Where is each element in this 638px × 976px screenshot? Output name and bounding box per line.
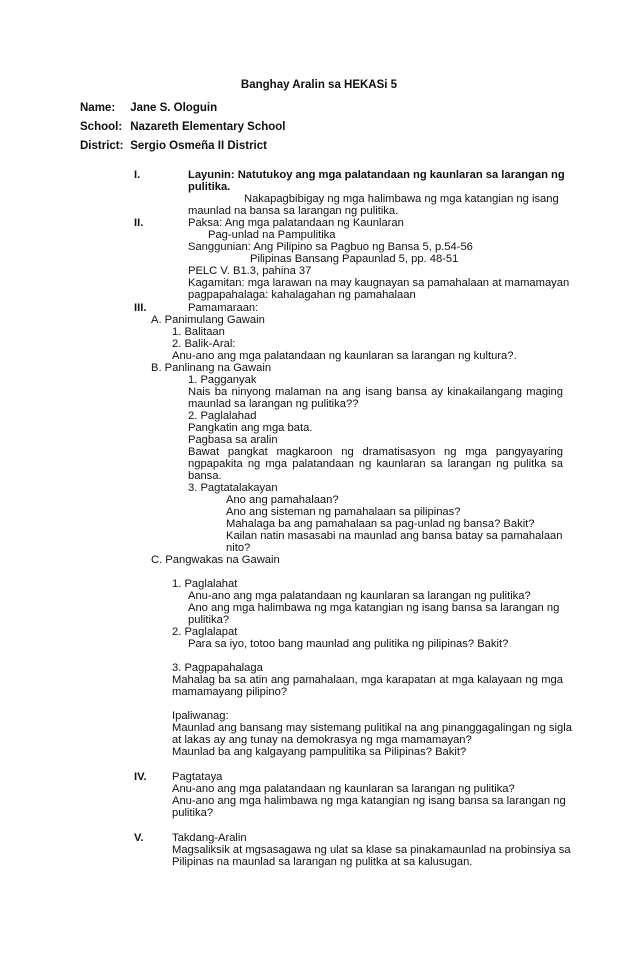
section-IV-numeral: IV. [134,771,147,783]
section-I-line: maunlad na bansa sa larangan ng pulitika. [188,205,399,217]
list-item: Ano ang mga halimbawa ng mga katangian ng isang bansa sa larangan ng [188,602,560,614]
section-V-line: Takdang-Aralin [172,832,247,844]
list-item: maunlad sa larangan ng pulitika?? [188,398,359,410]
section-I-numeral: I. [134,169,141,181]
section-II-line: pagpapahalaga: kahalagahan ng pamahalaan [188,289,416,301]
list-item: Pangkatin ang mga bata. [188,422,313,434]
section-II-line: Kagamitan: mga larawan na may kaugnayan sa pamahalaan at mamamayan [188,277,570,289]
list-item: 1. Paglalahat [172,578,238,590]
list-item: Para sa iyo, totoo bang maunlad ang pulitika ng pilipinas? Bakit? [188,638,509,650]
list-item: 2. Paglalahad [188,410,257,422]
school-value: Nazareth Elementary School [130,121,286,133]
document-title: Banghay Aralin sa HEKASi 5 [240,79,398,91]
list-item: Ano ang pamahalaan? [226,494,339,506]
school-row [80,121,286,133]
section-II-line: Paksa: Ang mga palatandaan ng Kaunlaran [188,217,404,229]
school-label: School: [80,121,123,133]
district-row [80,140,267,152]
subsection-B-label: B. Panlinang na Gawain [151,362,272,374]
section-II-numeral: II. [134,217,144,229]
subsection-C-label: C. Pangwakas na Gawain [151,554,280,566]
list-item: Anu-ano ang mga palatandaan ng kaunlaran sa larangan ng kultura?. [172,350,517,362]
list-item: 2. Paglalapat [172,626,238,638]
section-III-heading: Pamamaraan: [188,302,259,314]
list-item: pulitika? [188,614,230,626]
section-I-line: Layunin: Natutukoy ang mga palatandaan ng kaunlaran sa larangan ng [188,169,565,181]
list-item: Mahalaga ba ang pamahalaan sa pag-unlad ng bansa? Bakit? [226,518,535,530]
section-V-numeral: V. [134,832,144,844]
list-item: Bawat pangkat magkaroon ng dramatisasyon ng mga pangyayaring [188,446,563,458]
section-III-numeral: III. [134,302,147,314]
list-item: 1. Pagganyak [188,374,257,386]
list-item: 2. Balik-Aral: [172,338,236,350]
section-IV-line: Pagtataya [172,771,223,783]
district-label: District: [80,140,124,152]
list-item: 3. Pagpapahalaga [172,662,263,674]
list-item: bansa. [188,470,222,482]
section-I-line: Nakapagbibigay ng mga halimbawa ng mga katangian ng isang [244,193,559,205]
list-item: at lakas ay ang tunay na demokrasya ng mga mamamayan? [172,734,472,746]
section-II-line: PELC V. B1.3, pahina 37 [188,265,312,277]
district-value: Sergio Osmeña II District [130,140,267,152]
list-item: nito? [226,542,251,554]
list-item: 1. Balitaan [172,326,225,338]
list-item: Maunlad ang bansang may sistemang pulitikal na ang pinanggagalingan ng sigla [172,722,572,734]
section-II-line: Pag-unlad na Pampulitika [208,229,336,241]
list-item: Maunlad ba ang kalgayang pampulitika sa Pilipinas? Bakit? [172,746,467,758]
list-item: mamamayang pilipino? [172,686,288,698]
list-item: Ano ang sisteman ng pamahalaan sa pilipinas? [226,506,461,518]
section-V-line: Pilipinas na maunlad sa larangan ng pulitka at sa kalusugan. [172,856,473,868]
list-item: Pagbasa sa aralin [188,434,278,446]
list-item: Ipaliwanag: [172,710,229,722]
list-item: Mahalag ba sa atin ang pamahalaan, mga karapatan at mga kalayaan ng mga [172,674,563,686]
list-item: 3. Pagtatalakayan [188,482,278,494]
section-IV-line: Anu-ano ang mga halimbawa ng mga katangian ng isang bansa sa larangan ng [172,795,566,807]
section-V-line: Magsaliksik at mgsasagawa ng ulat sa klase sa pinakamaunlad na probinsiya sa [172,844,571,856]
subsection-A-label: A. Panimulang Gawain [151,314,265,326]
name-label: Name: [80,102,116,114]
section-II-line: Sanggunian: Ang Pilipino sa Pagbuo ng Bansa 5, p.54-56 [188,241,473,253]
list-item: ngpapakita ng mga palatandaan ng kaunlaran sa larangan ng pulitka sa [188,458,563,470]
list-item: Anu-ano ang mga palatandaan ng kaunlaran sa larangan ng pulitika? [188,590,531,602]
list-item: Kailan natin masasabi na maunlad ang bansa batay sa pamahalaan [226,530,563,542]
section-II-line: Pilipinas Bansang Papaunlad 5, pp. 48-51 [250,253,459,265]
list-item: Nais ba ninyong malaman na ang isang bansa ay kinakailangang maging [188,386,563,398]
section-IV-line: pulitika? [172,807,214,819]
section-IV-line: Anu-ano ang mga palatandaan ng kaunlaran sa larangan ng pulitika? [172,783,515,795]
name-row [80,102,217,114]
section-I-line: pulitika. [188,181,231,193]
name-value: Jane S. Ologuin [130,102,218,114]
